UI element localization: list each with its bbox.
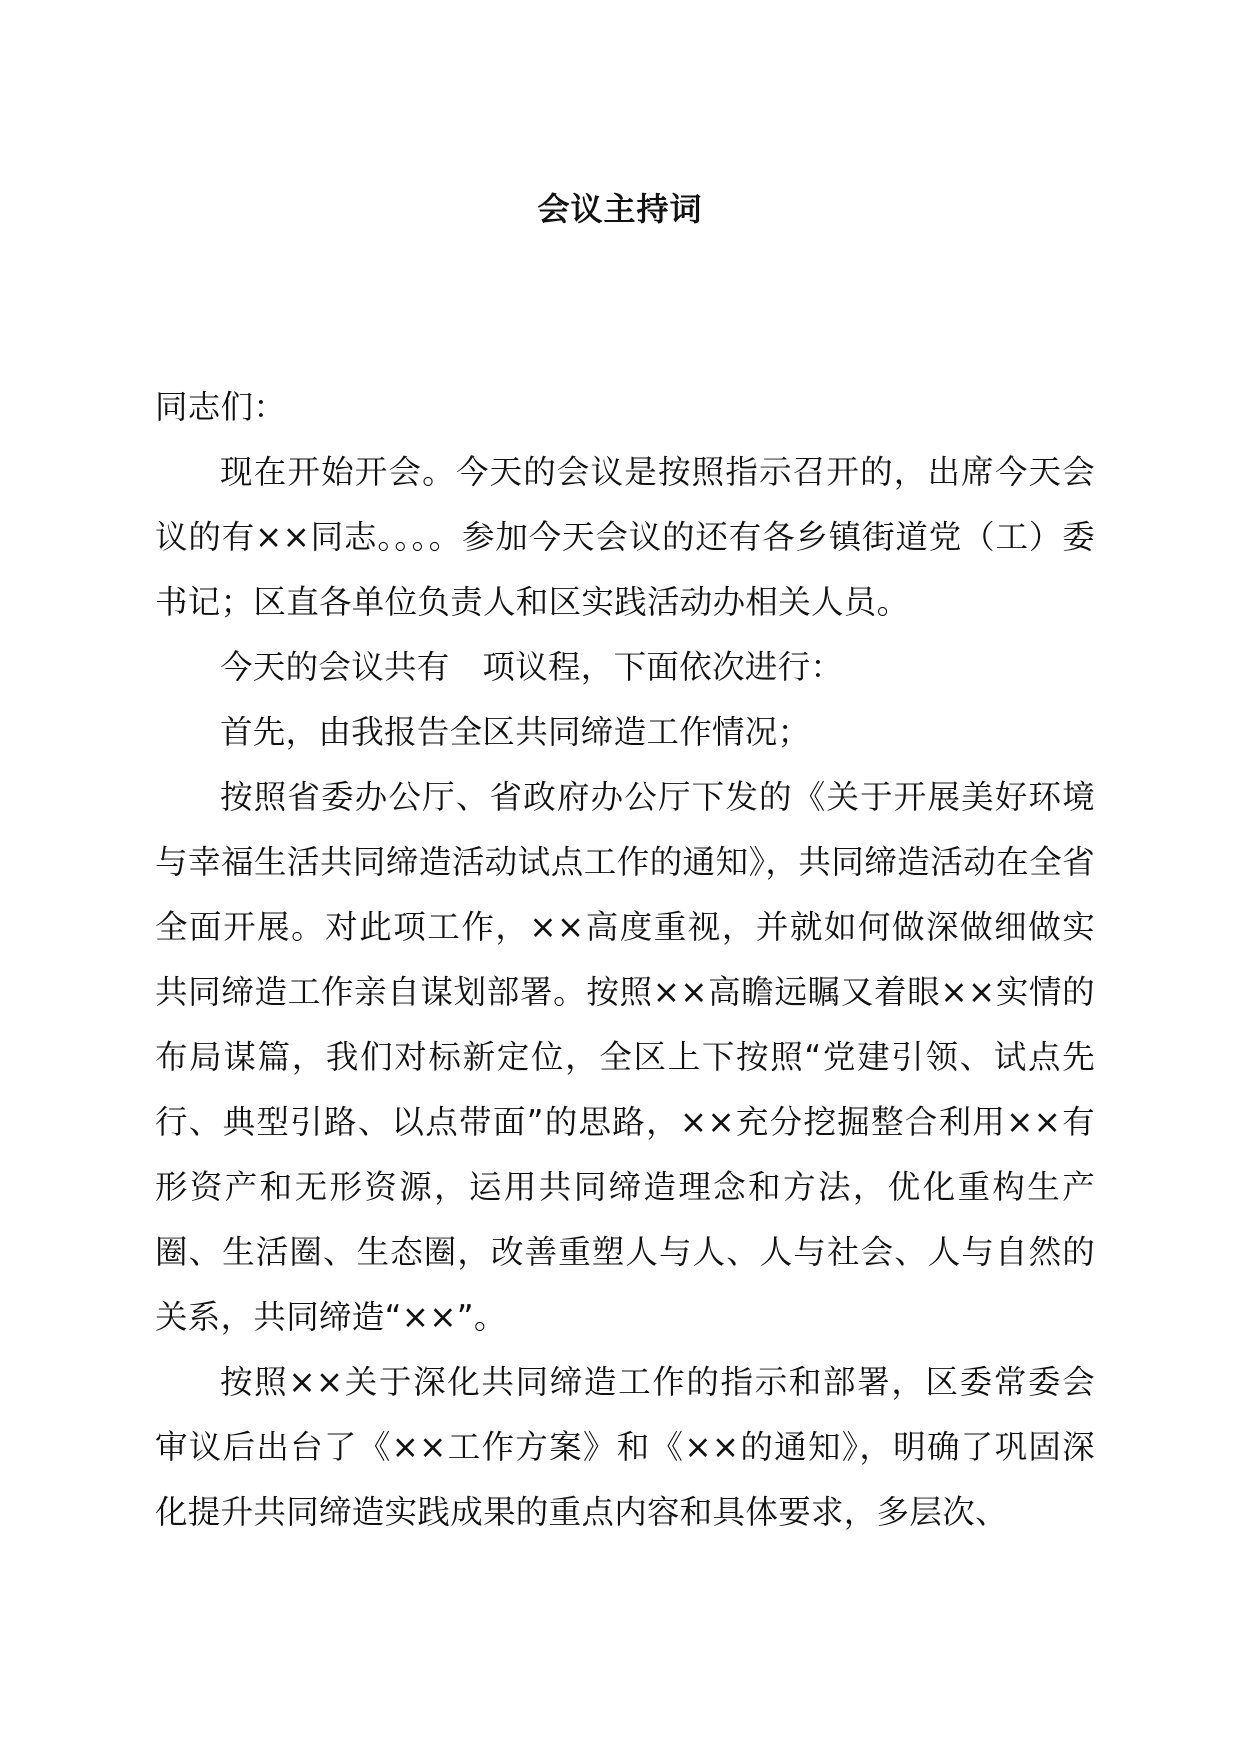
greeting: 同志们： (155, 388, 287, 426)
document-title: 会议主持词 (537, 190, 703, 228)
document-body (155, 375, 1095, 1545)
paragraph-deployment: 按照××关于深化共同缔造工作的指示和部署，区委常委会审议后出台了《××工作方案》和《××的通知》，明确了巩固深化提升共同缔造实践成果的重点内容和具体要求，多层次、 (155, 1363, 1095, 1531)
paragraph-opening: 现在开始开会。今天的会议是按照指示召开的，出席今天会议的有××同志。。。。参加今天会议的还有各乡镇街道党（工）委书记；区直各单位负责人和区实践活动办相关人员。 (155, 453, 1095, 621)
paragraph-first-item: 首先，由我报告全区共同缔造工作情况； (220, 713, 811, 751)
paragraph-background: 按照省委办公厅、省政府办公厅下发的《关于开展美好环境与幸福生活共同缔造活动试点工作的通知》，共同缔造活动在全省全面开展。对此项工作，××高度重视，并就如何做深做细做实共同缔造工作亲自谋划部署。按照××高瞻远瞩又着眼××实情的布局谋篇，我们对标新定位，全区上下按照“党建引领、试点先行、典型引路、以点带面”的思路，××充分挖掘整合利用××有形资产和无形资源，运用共同缔造理念和方法，优化重构生产圈、生活圈、生态圈，改善重塑人与人、人与社会、人与自然的关系，共同缔造“××”。 (155, 778, 1095, 1336)
paragraph-agenda: 今天的会议共有 项议程，下面依次进行： (220, 648, 844, 686)
